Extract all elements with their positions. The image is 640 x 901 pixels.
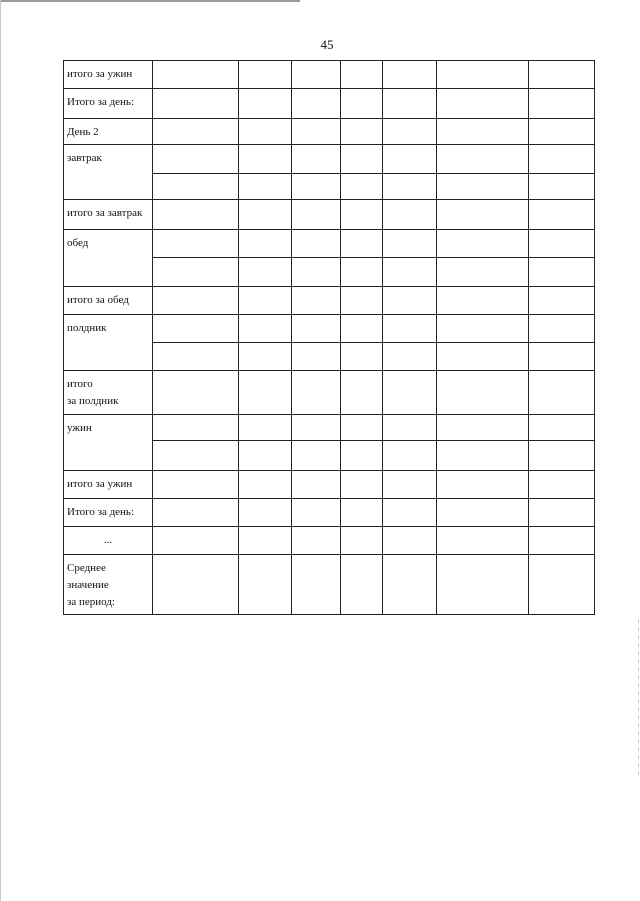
row-label: День 2 [64,119,153,145]
table-cell [529,315,595,343]
table-cell [239,441,292,471]
table-cell [292,200,341,230]
table-row-itogo-den-2 [64,499,595,527]
row-label-line: значение [67,579,109,591]
table-cell [383,499,437,527]
table-cell [529,258,595,287]
table-cell [239,145,292,174]
table-cell [383,174,437,200]
table-cell [239,527,292,555]
table-cell [383,258,437,287]
row-label: ужин [64,415,153,471]
table-cell [437,119,529,145]
table-cell [239,371,292,415]
table-cell [292,258,341,287]
table-cell [153,343,239,371]
table-cell [292,441,341,471]
table-cell [341,555,383,615]
table-cell [153,89,239,119]
table-cell [383,119,437,145]
table-cell [341,119,383,145]
table-cell [292,287,341,315]
table-cell [529,287,595,315]
table-cell [529,343,595,371]
row-label: итого за завтрак [64,200,153,230]
table-cell [292,555,341,615]
table-cell [383,61,437,89]
table-cell [341,230,383,258]
table-cell [383,89,437,119]
table-cell [437,527,529,555]
table-row-itogo-zavtrak [64,200,595,230]
row-label: Итого за день: [64,499,153,527]
table-cell [239,174,292,200]
table-cell [292,119,341,145]
table-cell [153,200,239,230]
table-cell [529,371,595,415]
table-cell [529,441,595,471]
table-cell [383,415,437,441]
table-cell [292,61,341,89]
table-cell [153,119,239,145]
menu-table [63,60,595,615]
table-cell [437,371,529,415]
table-row-itogo-poldnik [64,371,595,415]
table-row-itogo-uzhin-2 [64,471,595,499]
row-label [64,371,153,415]
table-cell [437,61,529,89]
table-cell [437,315,529,343]
table-cell [239,230,292,258]
table-cell [153,174,239,200]
row-label [64,555,153,615]
table-cell [292,343,341,371]
table-cell [529,119,595,145]
table-cell [153,371,239,415]
table-cell [383,555,437,615]
table-cell [153,471,239,499]
scan-edge-left [0,0,1,901]
table-row-itogo-den-1 [64,89,595,119]
row-label: итого за ужин [64,471,153,499]
table-row-den-2 [64,119,595,145]
table-cell [529,200,595,230]
table-cell [529,555,595,615]
table-cell [292,527,341,555]
table-cell [437,343,529,371]
table-cell [437,174,529,200]
table-row-uzhin [64,415,595,441]
table-cell [437,89,529,119]
table-cell [341,415,383,441]
table-cell [239,415,292,441]
table-cell [153,61,239,89]
table-row-srednee [64,555,595,615]
table-row-obed [64,230,595,258]
table-cell [529,415,595,441]
table-cell [153,415,239,441]
row-label: итого за обед [64,287,153,315]
table-cell [383,315,437,343]
table-cell [383,200,437,230]
row-label-line: за период: [67,596,115,608]
table-cell [153,145,239,174]
row-label: ... [64,527,153,555]
menu-table-body [64,61,595,615]
table-cell [239,555,292,615]
table-cell [239,61,292,89]
table-cell [341,471,383,499]
table-cell [529,527,595,555]
table-cell [383,527,437,555]
table-cell [383,371,437,415]
table-cell [153,499,239,527]
table-cell [292,415,341,441]
table-cell [292,499,341,527]
table-cell [529,174,595,200]
table-cell [437,441,529,471]
table-cell [153,287,239,315]
table-cell [239,343,292,371]
table-cell [292,145,341,174]
table-cell [341,287,383,315]
table-row-poldnik [64,315,595,343]
row-label-line: итого [67,378,93,390]
table-cell [153,527,239,555]
table-cell [239,258,292,287]
table-cell [153,441,239,471]
table-cell [437,415,529,441]
table-row-itogo-uzhin-1 [64,61,595,89]
table-cell [292,315,341,343]
row-label: обед [64,230,153,287]
table-row-itogo-obed [64,287,595,315]
table-cell [383,230,437,258]
scan-edge-right [638,620,639,780]
table-cell [437,471,529,499]
table-cell [341,174,383,200]
table-cell [341,527,383,555]
table-cell [341,315,383,343]
table-cell [437,258,529,287]
table-cell [529,89,595,119]
table-cell [239,315,292,343]
table-cell [437,230,529,258]
row-label-line: Среднее [67,562,106,574]
table-cell [239,89,292,119]
table-row-zavtrak [64,145,595,174]
table-cell [341,89,383,119]
table-cell [239,471,292,499]
table-cell [153,258,239,287]
table-cell [341,499,383,527]
table-cell [437,499,529,527]
table-cell [341,258,383,287]
table-cell [292,371,341,415]
table-cell [383,441,437,471]
table-cell [341,61,383,89]
table-cell [529,145,595,174]
table-cell [383,471,437,499]
table-cell [529,471,595,499]
table-cell [437,200,529,230]
table-cell [529,61,595,89]
table-cell [383,287,437,315]
table-cell [153,230,239,258]
table-cell [239,287,292,315]
table-cell [341,343,383,371]
table-cell [383,343,437,371]
table-cell [383,145,437,174]
table-cell [292,174,341,200]
table-cell [437,555,529,615]
table-cell [292,230,341,258]
table-cell [153,555,239,615]
table-cell [292,471,341,499]
table-cell [341,441,383,471]
row-label: завтрак [64,145,153,200]
row-label: Итого за день: [64,89,153,119]
table-cell [292,89,341,119]
scan-edge-top [0,0,300,2]
table-cell [529,230,595,258]
page-number: 45 [320,37,334,52]
table-cell [239,200,292,230]
table-cell [341,200,383,230]
row-label: итого за ужин [64,61,153,89]
table-cell [153,315,239,343]
table-cell [239,119,292,145]
table-cell [239,499,292,527]
row-label: полдник [64,315,153,371]
table-cell [437,287,529,315]
table-cell [341,145,383,174]
table-row-ellipsis [64,527,595,555]
row-label-line: за полдник [67,395,119,407]
table-cell [437,145,529,174]
table-cell [529,499,595,527]
table-cell [341,371,383,415]
